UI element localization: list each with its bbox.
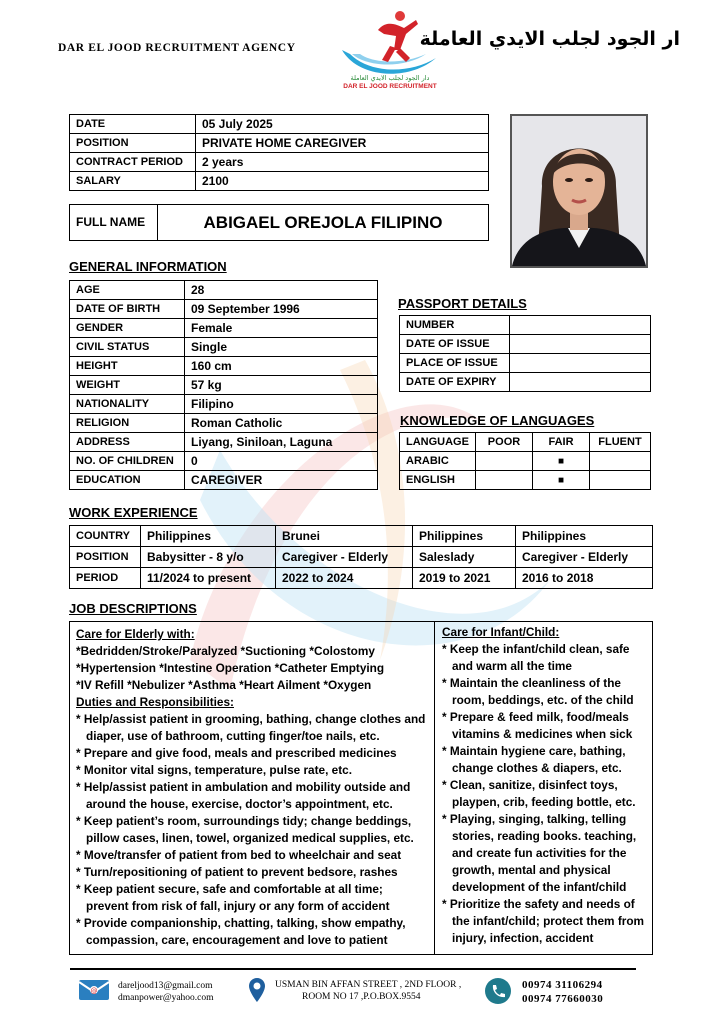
- work-country: Philippines: [413, 526, 516, 547]
- language-fair: ■: [533, 452, 590, 471]
- work-label: COUNTRY: [70, 526, 141, 547]
- passport-label: DATE OF ISSUE: [400, 335, 510, 354]
- passport-label: PLACE OF ISSUE: [400, 354, 510, 373]
- footer-divider: [70, 968, 636, 970]
- duty-item: * Help/assist patient in ambulation and mobility outside and around the house, exercise, doctor’s appointment, etc.: [76, 780, 411, 811]
- table-row: [70, 153, 489, 172]
- infant-duty-item: * Prioritize the safety and needs of the infant/child; protect them from injury, infection, accident: [442, 897, 645, 945]
- table-row: [70, 395, 378, 414]
- info-value: 0: [185, 452, 378, 471]
- table-row: [70, 471, 378, 490]
- info-value: Filipino: [185, 395, 378, 414]
- language-header: POOR: [476, 433, 533, 452]
- contract-label: SALARY: [70, 172, 196, 191]
- work-position: Caregiver - Elderly: [276, 547, 413, 568]
- general-information-table: [69, 280, 378, 490]
- table-row: [400, 471, 651, 490]
- table-row: [400, 433, 651, 452]
- language-name: ENGLISH: [400, 471, 476, 490]
- duty-item: * Help/assist patient in grooming, bathing, change clothes and diaper, use of bathroom, cutting finger/toe nails, etc.: [76, 712, 426, 743]
- table-row: [70, 547, 653, 568]
- table-row: [70, 281, 378, 300]
- footer-phone-2[interactable]: 00974 77660030: [522, 993, 604, 1005]
- work-country: Philippines: [516, 526, 653, 547]
- duty-item: * Prepare and give food, meals and prescribed medicines: [76, 746, 397, 760]
- info-label: ADDRESS: [70, 433, 185, 452]
- work-experience-table: [69, 525, 653, 589]
- passport-details-title: PASSPORT DETAILS: [398, 296, 527, 311]
- footer-phone-1[interactable]: 00974 31106294: [522, 979, 603, 991]
- contract-table: [69, 114, 489, 191]
- contract-label: CONTRACT PERIOD: [70, 153, 196, 172]
- passport-label: NUMBER: [400, 316, 510, 335]
- info-value: CAREGIVER: [185, 471, 378, 490]
- info-value: Single: [185, 338, 378, 357]
- work-label: PERIOD: [70, 568, 141, 589]
- info-value: Roman Catholic: [185, 414, 378, 433]
- table-row: [70, 134, 489, 153]
- info-label: WEIGHT: [70, 376, 185, 395]
- table-row: [70, 452, 378, 471]
- elderly-condition-line: *Bedridden/Stroke/Paralyzed *Suctioning *Colostomy: [76, 644, 375, 658]
- contract-label: POSITION: [70, 134, 196, 153]
- contract-label: DATE: [70, 115, 196, 134]
- language-poor: [476, 452, 533, 471]
- info-label: GENDER: [70, 319, 185, 338]
- duties-title: Duties and Responsibilities:: [76, 695, 234, 709]
- language-poor: [476, 471, 533, 490]
- info-value: Liyang, Siniloan, Laguna: [185, 433, 378, 452]
- table-row: [70, 338, 378, 357]
- passport-label: DATE OF EXPIRY: [400, 373, 510, 392]
- table-row: [400, 354, 651, 373]
- table-row: [70, 433, 378, 452]
- infant-duty-item: * Maintain the cleanliness of the room, beddings, etc. of the child: [442, 676, 634, 707]
- language-fair: ■: [533, 471, 590, 490]
- table-row: [70, 526, 653, 547]
- info-label: AGE: [70, 281, 185, 300]
- footer-address-2: ROOM NO 17 ,P.O.BOX.9554: [302, 992, 421, 1002]
- mail-icon: [78, 978, 110, 1002]
- agency-name-english: DAR EL JOOD RECRUITMENT AGENCY: [58, 42, 296, 54]
- work-period: 2022 to 2024: [276, 568, 413, 589]
- table-row: [400, 316, 651, 335]
- info-label: NO. OF CHILDREN: [70, 452, 185, 471]
- infant-duty-item: * Playing, singing, talking, telling stories, reading books. teaching, and create fun activities for the growth, mental and physical development of the infant/child: [442, 812, 637, 894]
- info-value: 09 September 1996: [185, 300, 378, 319]
- work-position: Caregiver - Elderly: [516, 547, 653, 568]
- work-position: Saleslady: [413, 547, 516, 568]
- full-name-label: FULL NAME: [70, 205, 158, 240]
- info-label: EDUCATION: [70, 471, 185, 490]
- work-country: Philippines: [141, 526, 276, 547]
- language-fluent: [590, 471, 651, 490]
- duty-item: * Keep patient’s room, surroundings tidy; change beddings, pillow cases, linen, towel, organized medical supplies, etc.: [76, 814, 414, 845]
- full-name-value: ABIGAEL OREJOLA FILIPINO: [203, 213, 443, 232]
- passport-value: [510, 373, 651, 392]
- job-descriptions-box: [69, 621, 653, 955]
- applicant-photo: [510, 114, 648, 268]
- table-row: [70, 115, 489, 134]
- table-row: [400, 335, 651, 354]
- agency-name-arabic: ار الجود لجلب الايدي العاملة: [419, 28, 680, 50]
- language-header: FAIR: [533, 433, 590, 452]
- info-label: CIVIL STATUS: [70, 338, 185, 357]
- infant-care-title: Care for Infant/Child:: [442, 625, 560, 639]
- logo-text-arabic: دار الجود لجلب الايدي العاملة: [350, 74, 430, 82]
- table-row: [70, 172, 489, 191]
- duty-item: * Move/transfer of patient from bed to wheelchair and seat: [76, 848, 402, 862]
- language-fluent: [590, 452, 651, 471]
- table-row: [400, 452, 651, 471]
- infant-duty-item: * Keep the infant/child clean, safe and warm all the time: [442, 642, 630, 673]
- table-row: [400, 373, 651, 392]
- infant-duty-item: * Clean, sanitize, disinfect toys, playpen, crib, feeding bottle, etc.: [442, 778, 636, 809]
- job-descriptions-title: JOB DESCRIPTIONS: [69, 601, 197, 616]
- info-label: NATIONALITY: [70, 395, 185, 414]
- infant-duty-item: * Prepare & feed milk, food/meals vitamins & medicines when sick: [442, 710, 633, 741]
- work-period: 11/2024 to present: [141, 568, 276, 589]
- elderly-condition-line: *Hypertension *Intestine Operation *Catheter Emptying: [76, 661, 385, 675]
- info-value: 160 cm: [185, 357, 378, 376]
- work-country: Brunei: [276, 526, 413, 547]
- table-row: [70, 357, 378, 376]
- language-name: ARABIC: [400, 452, 476, 471]
- duty-item: * Monitor vital signs, temperature, pulse rate, etc.: [76, 763, 352, 777]
- work-position: Babysitter - 8 y/o: [141, 547, 276, 568]
- contract-value: 2100: [196, 172, 489, 191]
- info-value: 57 kg: [185, 376, 378, 395]
- location-pin-icon: [248, 977, 266, 1003]
- general-information-title: GENERAL INFORMATION: [69, 259, 227, 274]
- passport-value: [510, 335, 651, 354]
- contract-value: 2 years: [196, 153, 489, 172]
- info-value: Female: [185, 319, 378, 338]
- duty-item: * Turn/repositioning of patient to prevent bedsore, rashes: [76, 865, 398, 879]
- elderly-care-column: [76, 626, 428, 949]
- table-row: [70, 568, 653, 589]
- infant-duty-item: * Maintain hygiene care, bathing, change clothes & diapers, etc.: [442, 744, 626, 775]
- passport-value: [510, 316, 651, 335]
- full-name-box: [69, 204, 489, 241]
- infant-care-column: [442, 624, 648, 947]
- language-header: FLUENT: [590, 433, 651, 452]
- passport-details-table: [399, 315, 651, 392]
- table-row: [70, 319, 378, 338]
- table-row: [70, 376, 378, 395]
- duty-item: * Provide companionship, chatting, talking, show empathy, compassion, care, encouragement and love to patient: [76, 916, 406, 947]
- footer-email-1[interactable]: dareljood13@gmail.com: [118, 981, 213, 991]
- elderly-care-title: Care for Elderly with:: [76, 627, 195, 641]
- info-label: RELIGION: [70, 414, 185, 433]
- work-period: 2019 to 2021: [413, 568, 516, 589]
- info-label: DATE OF BIRTH: [70, 300, 185, 319]
- languages-title: KNOWLEDGE OF LANGUAGES: [400, 413, 595, 428]
- phone-icon: [484, 977, 512, 1005]
- footer-address-1: USMAN BIN AFFAN STREET , 2ND FLOOR ,: [275, 980, 462, 990]
- info-value: 28: [185, 281, 378, 300]
- work-label: POSITION: [70, 547, 141, 568]
- table-row: [70, 414, 378, 433]
- work-experience-title: WORK EXPERIENCE: [69, 505, 198, 520]
- contract-value: 05 July 2025: [196, 115, 489, 134]
- logo-text-english: DAR EL JOOD RECRUITMENT: [343, 83, 437, 90]
- info-label: HEIGHT: [70, 357, 185, 376]
- languages-table: [399, 432, 651, 490]
- work-period: 2016 to 2018: [516, 568, 653, 589]
- elderly-condition-line: *IV Refill *Nebulizer *Asthma *Heart Ailment *Oxygen: [76, 678, 372, 692]
- duty-item: * Keep patient secure, safe and comfortable at all time; prevent from risk of fall, injury or any form of accident: [76, 882, 390, 913]
- passport-value: [510, 354, 651, 373]
- svg-text:@: @: [90, 987, 98, 995]
- language-header: LANGUAGE: [400, 433, 476, 452]
- table-row: [70, 300, 378, 319]
- footer-email-2[interactable]: dmanpower@yahoo.com: [118, 993, 214, 1003]
- contract-value: PRIVATE HOME CAREGIVER: [196, 134, 489, 153]
